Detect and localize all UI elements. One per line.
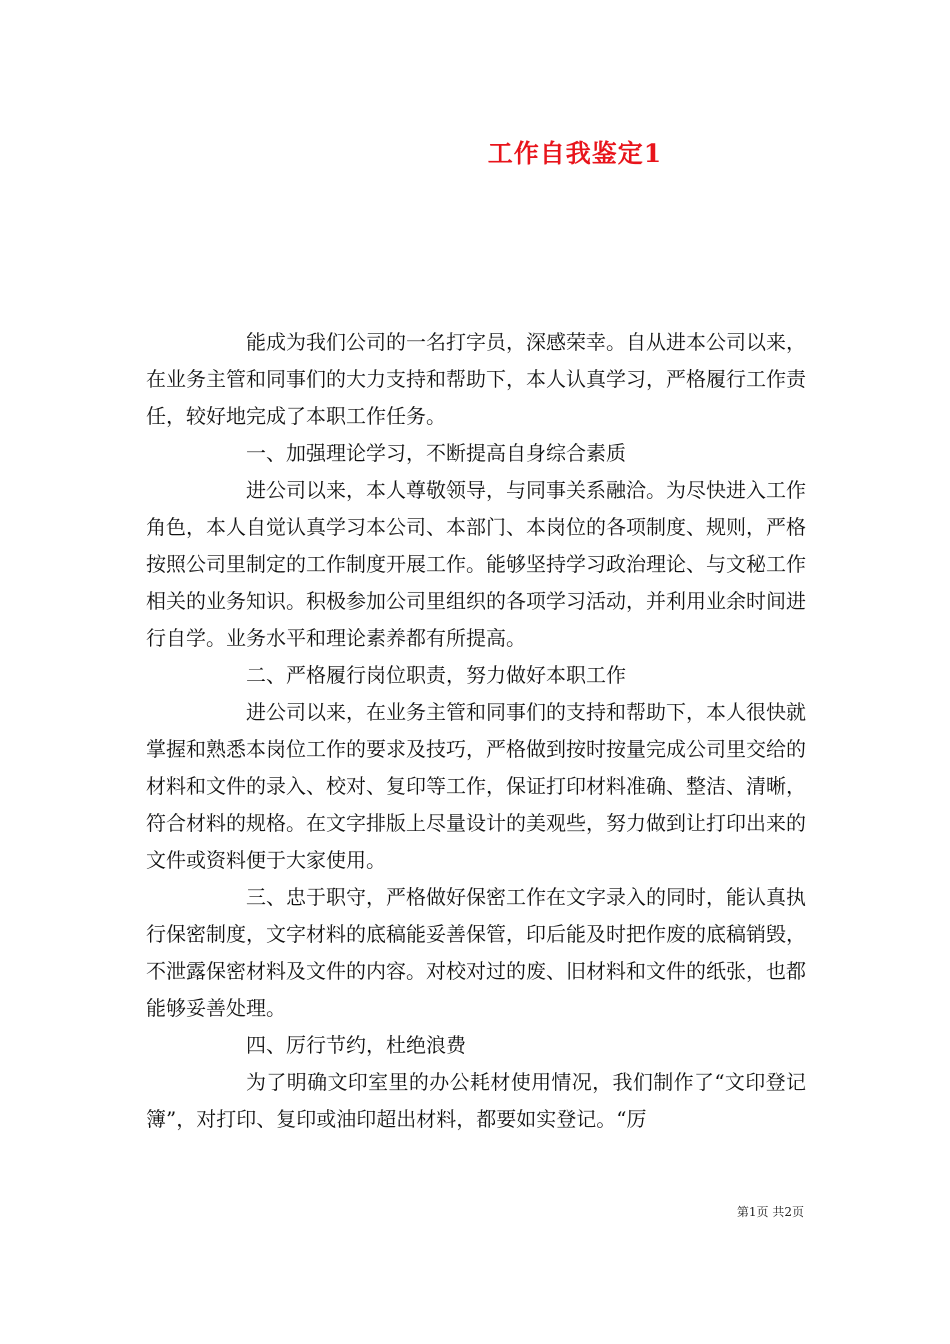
paragraph-section-2: 进公司以来，在业务主管和同事们的支持和帮助下，本人很快就掌握和熟悉本岗位工作的要求及技巧，严格做到按时按量完成公司里交给的材料和文件的录入、校对、复印等工作，保证打印材料准确、整洁、清晰，符合材料的规格。在文字排版上尽量设计的美观些，努力做到让打印出来的文件或资料便于大家使用。 <box>146 700 806 872</box>
paragraph-section-1: 进公司以来，本人尊敬领导，与同事关系融洽。为尽快进入工作角色，本人自觉认真学习本公司、本部门、本岗位的各项制度、规则，严格按照公司里制定的工作制度开展工作。能够坚持学习政治理论、与文秘工作相关的业务知识。积极参加公司里组织的各项学习活动，并利用业余时间进行自学。业务水平和理论素养都有所提高。 <box>146 478 806 650</box>
section-heading-2: 二、严格履行岗位职责，努力做好本职工作 <box>246 663 626 687</box>
paragraph-section-3: 三、忠于职守，严格做好保密工作在文字录入的同时，能认真执行保密制度，文字材料的底稿能妥善保管，印后能及时把作废的底稿销毁，不泄露保密材料及文件的内容。对校对过的废、旧材料和文件的纸张，也都能够妥善处理。 <box>146 885 806 1020</box>
document-body <box>146 324 806 1138</box>
section-heading-4: 四、厉行节约，杜绝浪费 <box>246 1033 466 1057</box>
paragraph-intro: 能成为我们公司的一名打字员，深感荣幸。自从进本公司以来，在业务主管和同事们的大力支持和帮助下，本人认真学习，严格履行工作责任，较好地完成了本职工作任务。 <box>146 330 806 428</box>
section-heading-1: 一、加强理论学习，不断提高自身综合素质 <box>246 441 626 465</box>
page-title: 工作自我鉴定1 <box>487 139 663 168</box>
paragraph-section-4: 为了明确文印室里的办公耗材使用情况，我们制作了“文印登记簿”，对打印、复印或油印超出材料，都要如实登记。“厉 <box>146 1070 806 1131</box>
page-footer: 第1页 共2页 <box>736 1205 804 1219</box>
